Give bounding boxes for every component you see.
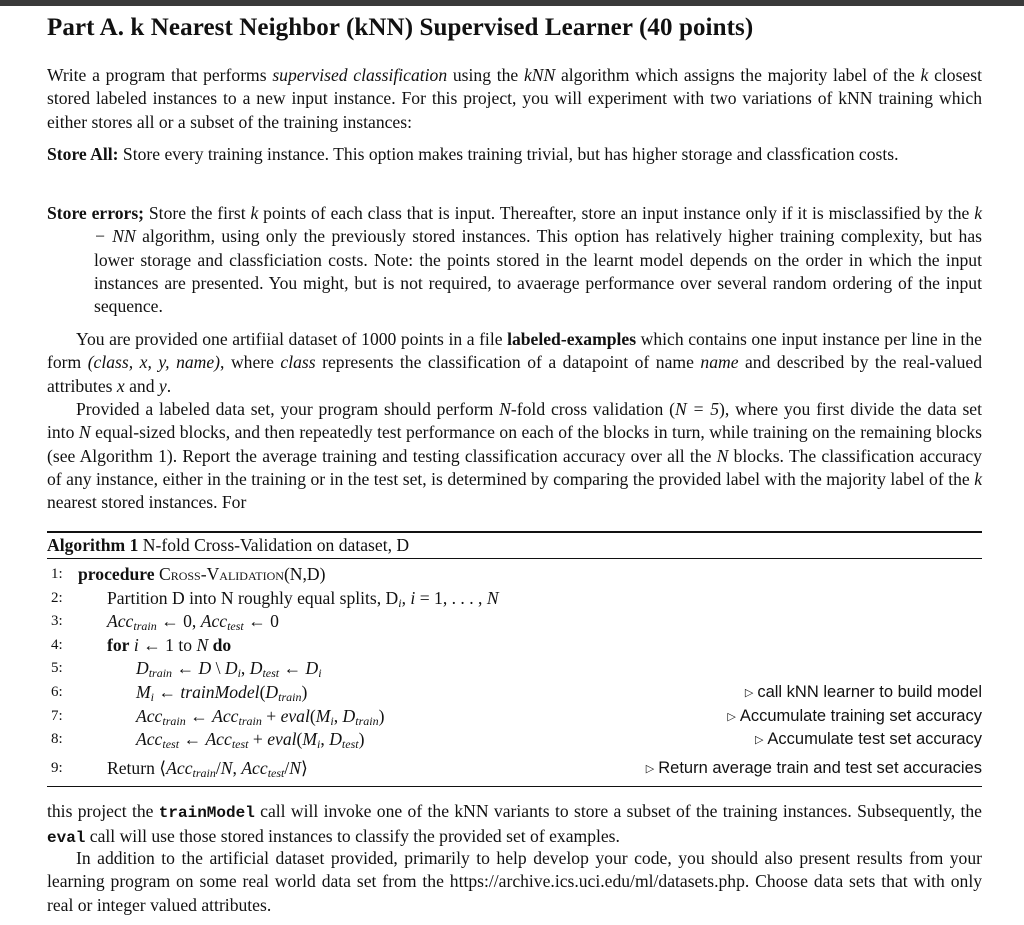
comment-line-7: ▷ Accumulate training set accuracy [727,706,982,725]
dataset-filename: labeled-examples [507,329,637,349]
intro-paragraph: Write a program that performs supervised classification using the kNN algorithm which assigns the majority label of the k closest stored labeled instances to a new input instance. For this project, you will experiment with two variations of kNN training which either stores all or a subset of the training instances: [47,65,982,132]
comment-line-8: ▷ Accumulate test set accuracy [754,730,982,749]
closing-paragraph: this project the trainModel call will invoke one of the kNN variants to store a subset of the training instances. Subsequently, the eval call will use those stored instances to classify the provided set of examples. [47,801,982,848]
dataset-paragraph: You are provided one artifiial dataset of 1000 points in a file labeled-examples which contains one input instance per line in the form (class, x, y, name), where class represents the classification of a datapoint of name name and described by the real-valued attributes x and y. [47,329,982,396]
cross-validation-paragraph: Provided a labeled data set, your program should perform N-fold cross validation (N = 5), where you first divide the data set into N equal-sized blocks, and then repeatedly test performance on each of the blocks in turn, while training on the remaining blocks (see Algorithm 1). Report the average training and testing classification accuracy over all the N blocks. The classification accuracy of any instance, either in the training or in the test set, is determined by comparing the provided label with the majority label of the k nearest stored instances. For [47,399,983,513]
store-errors-label: Store errors; [47,203,145,223]
algorithm-line-6: 6: $M_i$ ← $trainModel(D_{train})$ ▷ call kNN learner to build model [51,681,982,704]
algorithm-line-8: 8: Acc$_{test}$ ← $Acc_{test} + eval(M_i$, $D_{test}$) ▷ Accumulate test set accuracy [51,729,982,752]
algorithm-line-1: 1: procedure Cross-Validation(N,D) [51,564,326,584]
algorithm-line-7: 7: Acc$_{train}$ ← $Acc_{train} + eval(M_i$, $D_{train}$) ▷ Accumulate training set accuracy [51,705,982,728]
store-all-label: Store All: [47,144,119,164]
algorithm-line-5: 5: $D_{train}$ ← D \ $D_i$, $D_{test}$ ← $D_i$ [51,658,322,681]
page-title: Part A. k Nearest Neighbor (kNN) Supervised Learner (40 points) [47,14,754,41]
algorithm-line-9: 9: Return ⟨Acc$_{train}$/N, Acc$_{test}$/N⟩ ▷ Return average train and test set accuracies [51,757,982,780]
top-border [0,0,1024,6]
code-trainmodel: trainModel [158,804,255,822]
algorithm-line-4: 4: for i ← 1 to N do [51,634,232,655]
algorithm-caption: Algorithm 1 N-fold Cross-Validation on dataset, D [47,535,410,555]
comment-line-6: ▷ call kNN learner to build model [744,682,982,701]
algorithm-line-3: 3: Acc$_{train}$ ← 0, Acc$_{test}$ ← 0 [51,611,279,634]
algorithm-line-2: 2: Partition D into N roughly equal splits, $D_i$, i = 1, . . . , N [51,587,499,610]
comment-line-9: ▷ Return average train and test set accuracies [645,758,982,777]
code-eval: eval [47,829,86,848]
store-all-item: Store All: Store every training instance. This option makes training trivial, but has higher storage and classfication costs. [47,144,899,164]
algorithm-box [47,531,982,787]
final-paragraph: In addition to the artificial dataset provided, primarily to help develop your code, you should also present results from your learning program on some real world data set from the https://archive.ics.uci.edu/ml/datasets.php. Choose data sets that with only real or integer valued attributes. [47,848,982,915]
store-errors-item: Store errors; Store the first k points of each class that is input. Thereafter, store an input instance only if it is misclassified by the k − NN algorithm, using only the previously stored instances. This option has relatively higher training complexity, but has lower storage and classficiation costs. Note: the points stored in the learnt model depends on the order in which the input instances are presented. You might, but is not required, to avaerage performance over several random ordering of the input sequence. [47,203,982,317]
